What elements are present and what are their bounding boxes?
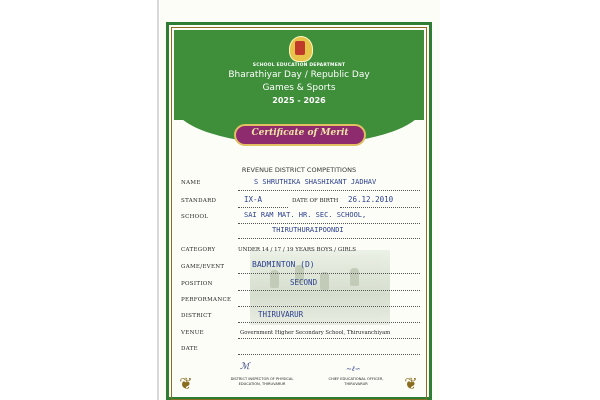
standard-line: [238, 207, 288, 208]
left-signature-icon: ℳ: [240, 362, 250, 372]
scan-edge-shadow: [157, 0, 159, 400]
competition-title: REVENUE DISTRICT COMPETITIONS: [241, 166, 357, 174]
runner-figure-icon: [350, 268, 359, 286]
standard-label: STANDARD: [181, 198, 217, 204]
merit-banner-text: Certificate of Merit: [251, 128, 349, 138]
venue-label: VENUE: [181, 330, 204, 336]
school-line-2: [238, 238, 420, 239]
position-label: POSITION: [181, 281, 213, 287]
school-label: SCHOOL: [181, 214, 209, 220]
game-line: [238, 273, 420, 274]
date-line: [238, 354, 420, 355]
venue-value: Government Higher Secondary School, Thiruvanchiyam: [240, 330, 391, 336]
date-label: DATE: [181, 346, 198, 352]
dob-value: 26.12.2010: [348, 195, 394, 204]
right-signature-caption: CHIEF EDUCATIONAL OFFICER, THIRUVARUR: [328, 377, 384, 386]
dob-line: [340, 207, 420, 208]
right-signature-icon: ∼ℓ∽: [346, 365, 361, 373]
performance-label: PERFORMANCE: [181, 297, 232, 303]
game-value: BADMINTON (D): [252, 260, 315, 269]
category-label: CATEGORY: [181, 247, 216, 253]
academic-year: 2025 - 2026: [272, 96, 326, 105]
performance-line: [238, 306, 420, 307]
runner-figure-icon: [320, 272, 329, 290]
certificate-title-line2: Games & Sports: [262, 83, 336, 93]
standard-value: IX-A: [244, 195, 263, 204]
dob-label: DATE OF BIRTH: [292, 198, 339, 204]
department-name: SCHOOL EDUCATION DEPARTMENT: [252, 63, 346, 68]
school-line-1: [238, 223, 420, 224]
venue-line: [238, 338, 420, 339]
corner-ornament-icon: ❦: [179, 374, 193, 393]
emblem-tower-icon: [295, 41, 305, 55]
position-value: SECOND: [290, 278, 318, 287]
name-line: [238, 190, 420, 191]
corner-ornament-icon: ❦: [404, 374, 418, 393]
category-value: UNDER 14 / 17 / 19 YEARS BOYS / GIRLS: [238, 247, 357, 253]
left-signature-caption: DISTRICT INSPECTOR OF PHYSICAL EDUCATION, THIRUVARUR: [230, 377, 294, 386]
district-value: THIRUVARUR: [258, 310, 304, 319]
position-line: [238, 290, 420, 291]
school-value-line1: SAI RAM MAT. HR. SEC. SCHOOL,: [244, 211, 367, 219]
district-line: [238, 322, 420, 323]
district-label: DISTRICT: [181, 313, 212, 319]
name-label: NAME: [181, 180, 201, 186]
certificate-title-line1: Bharathiyar Day / Republic Day: [228, 70, 370, 80]
game-label: GAME/EVENT: [181, 264, 225, 270]
name-value: S SHRUTHIKA SHASHIKANT JADHAV: [254, 178, 377, 186]
school-value-line2: THIRUTHURAIPOONDI: [272, 226, 344, 234]
